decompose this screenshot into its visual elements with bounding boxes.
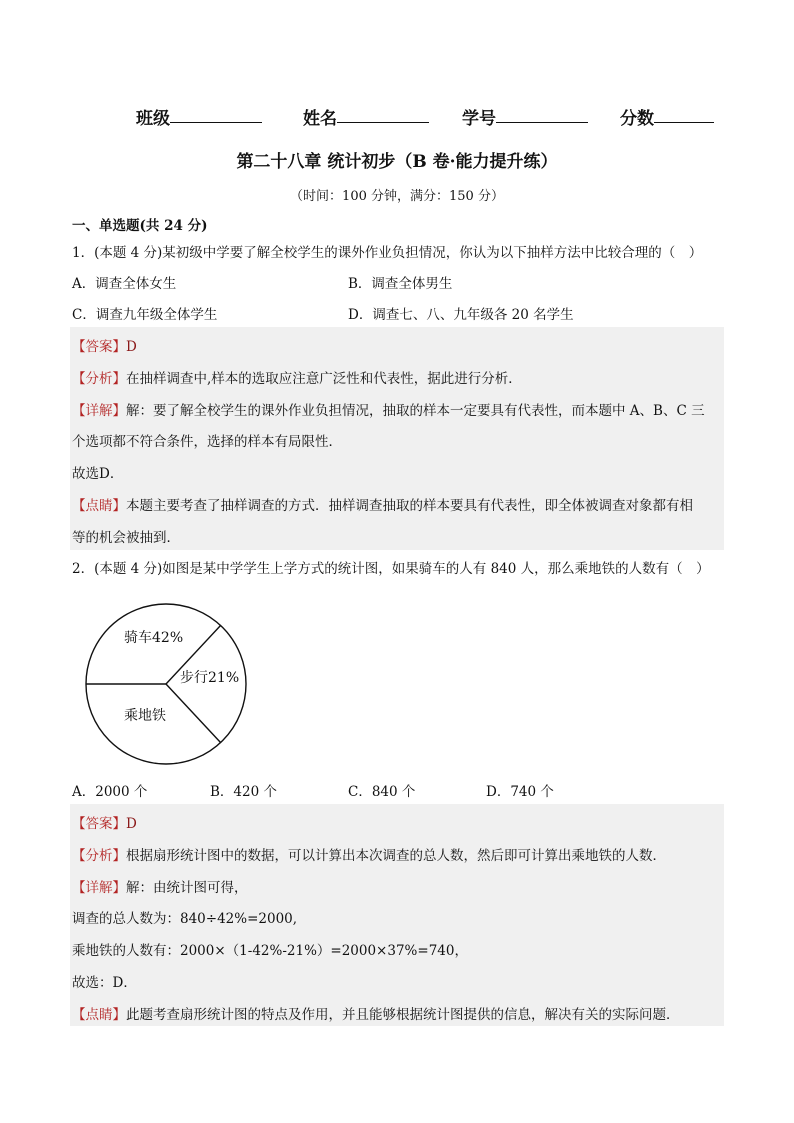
q2-answer-tag: 【答案】 [72, 816, 126, 832]
q2-comment-line [72, 1003, 680, 1023]
q2-analysis-tag: 【分析】 [72, 848, 126, 864]
q2-analysis-text: 根据扇形统计图中的数据，可以计算出本次调查的总人数，然后即可计算出乘地铁的人数． [126, 848, 666, 864]
q2-detail-tag: 【详解】 [72, 880, 126, 896]
q1-option-b: B．调查全体男生 [348, 276, 453, 292]
transport-pie-chart [80, 600, 260, 770]
q2-option-b: B．420 个 [210, 784, 277, 800]
q2-option-d: D．740 个 [486, 784, 554, 800]
q1-detail-line-3: 故选D． [72, 466, 124, 482]
q1-comment-line-1 [72, 494, 693, 514]
q1-comment-text-1: 本题主要考查了抽样调查的方式．抽样调查抽取的样本要具有代表性，即全体被调查对象都有相 [126, 498, 693, 514]
q2-answer-value: D [126, 816, 137, 832]
q1-analysis-text: 在抽样调查中,样本的选取应注意广泛性和代表性，据此进行分析． [126, 371, 522, 387]
pie-slice-label-subway: 乘地铁 [124, 708, 166, 724]
q1-stem: 1．(本题 4 分)某初级中学要了解全校学生的课外作业负担情况，你认为以下抽样方法中比较合理的（ ） [72, 245, 703, 261]
page-title: 第二十八章 统计初步（B 卷·能力提升练） [236, 152, 558, 172]
q2-answer [72, 812, 137, 832]
q2-comment-text: 此题考查扇形统计图的特点及作用，并且能够根据统计图提供的信息，解决有关的实际问题． [126, 1007, 680, 1023]
q1-comment-tag: 【点睛】 [72, 498, 126, 514]
class-blank [170, 104, 262, 123]
student-id-label: 学号 [462, 109, 496, 129]
q1-answer-value: D [126, 339, 137, 355]
q2-detail-line-4: 故选：D． [72, 975, 137, 991]
q1-detail-text-1: 解：要了解全校学生的课外作业负担情况，抽取的样本一定要具有代表性，而本题中 A、B、C 三 [126, 403, 705, 419]
q1-answer [72, 335, 137, 355]
q1-option-c: C．调查九年级全体学生 [72, 307, 218, 323]
score-blank [654, 104, 714, 123]
q2-detail-line-3: 乘地铁的人数有：2000×（1-42%-21%）=2000×37%=740， [72, 943, 468, 959]
q1-detail-line-1 [72, 399, 705, 419]
name-field [303, 104, 337, 129]
class-label: 班级 [136, 109, 170, 129]
q2-analysis [72, 844, 666, 864]
pie-slice-label-walking: 步行21% [180, 670, 240, 686]
score-field [620, 104, 654, 129]
q1-analysis [72, 367, 522, 387]
section-heading: 一、单选题(共 24 分) [72, 218, 208, 234]
q1-comment-line-2: 等的机会被抽到． [72, 530, 180, 546]
q2-option-c: C．840 个 [348, 784, 416, 800]
q2-detail-line-1 [72, 876, 248, 896]
name-label: 姓名 [303, 109, 337, 129]
q1-analysis-tag: 【分析】 [72, 371, 126, 387]
pie-slice-label-cycling: 骑车42% [124, 630, 184, 646]
q2-detail-text-1: 解：由统计图可得， [126, 880, 248, 896]
score-label: 分数 [620, 109, 654, 129]
q2-detail-line-2: 调查的总人数为：840÷42%=2000, [72, 911, 298, 927]
q1-detail-tag: 【详解】 [72, 403, 126, 419]
q2-stem: 2．(本题 4 分)如图是某中学学生上学方式的统计图，如果骑车的人有 840 人，那么乘地铁的人数有（ ） [72, 561, 710, 577]
student-id-blank [496, 104, 588, 123]
q2-option-a: A．2000 个 [72, 784, 148, 800]
q1-option-a: A．调查全体女生 [72, 276, 177, 292]
name-blank [337, 104, 429, 123]
q2-comment-tag: 【点睛】 [72, 1007, 126, 1023]
q1-answer-tag: 【答案】 [72, 339, 126, 355]
student-id-field [462, 104, 496, 129]
page-subtitle: （时间：100 分钟，满分：150 分） [290, 189, 504, 204]
class-field [136, 104, 170, 129]
q1-option-d: D．调查七、八、九年级各 20 名学生 [348, 307, 574, 323]
q1-detail-line-2: 个选项都不符合条件，选择的样本有局限性． [72, 434, 342, 450]
